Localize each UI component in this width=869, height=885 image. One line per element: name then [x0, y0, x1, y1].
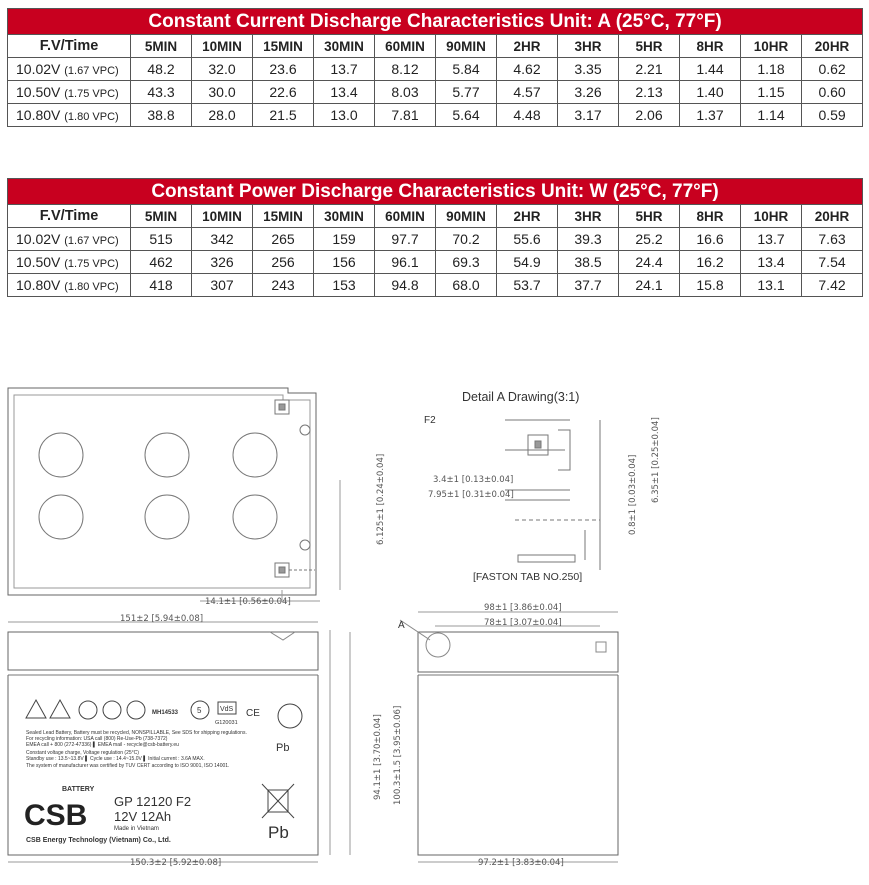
table-cell: 13.1 [741, 274, 802, 297]
table-cell: 8.12 [375, 58, 436, 81]
battery-rating: 12V 12Ah [114, 809, 172, 824]
dim-label: 98±1 [3.86±0.04] [484, 603, 562, 613]
dim-label: 94.1±1 [3.70±0.04] [373, 714, 383, 800]
column-header: 2HR [497, 205, 558, 228]
column-header: 90MIN [436, 35, 497, 58]
fine-print: Sealed Lead Battery, Battery must be recycled, NONSPILLABLE, See SDS for shipping regulations. [26, 730, 247, 736]
table-cell: 342 [192, 228, 253, 251]
table-cell: 2.06 [619, 104, 680, 127]
dim-label: 78±1 [3.07±0.04] [484, 618, 562, 628]
voltage-value: 10.80V [16, 107, 61, 123]
table-cell: 1.18 [741, 58, 802, 81]
table-cell: 1.44 [680, 58, 741, 81]
table-cell: 7.81 [375, 104, 436, 127]
table-cell: 68.0 [436, 274, 497, 297]
voltage-value: 10.50V [16, 84, 61, 100]
vpc-value: (1.75 VPC) [64, 258, 119, 270]
table-cell: 4.48 [497, 104, 558, 127]
column-header: 10MIN [192, 205, 253, 228]
column-header: 15MIN [253, 205, 314, 228]
column-header: 3HR [558, 35, 619, 58]
no-fire-icon [79, 701, 97, 719]
table-cell: 55.6 [497, 228, 558, 251]
table-cell: 94.8 [375, 274, 436, 297]
cell-cap [145, 433, 189, 477]
voltage-value: 10.02V [16, 61, 61, 77]
recycle-icon [278, 704, 302, 728]
column-header: 30MIN [314, 35, 375, 58]
table-cell: 28.0 [192, 104, 253, 127]
cell-cap [233, 433, 277, 477]
dim-label: 97.2±1 [3.83±0.04] [478, 858, 564, 868]
cell-cap [39, 495, 83, 539]
table-cell: 32.0 [192, 58, 253, 81]
table-cell: 5.64 [436, 104, 497, 127]
table-cell: 515 [131, 228, 192, 251]
table-cell: 24.1 [619, 274, 680, 297]
table-cell: 307 [192, 274, 253, 297]
column-header: 8HR [680, 35, 741, 58]
table-cell: 5.84 [436, 58, 497, 81]
recycle-num: 5 [197, 706, 202, 715]
ul-mark: MH14533 [152, 710, 179, 716]
column-header: 5HR [619, 35, 680, 58]
dim-label: 100.3±1.5 [3.95±0.06] [393, 705, 403, 805]
table-cell: 53.7 [497, 274, 558, 297]
dim-label: 7.95±1 [0.31±0.04] [428, 490, 514, 500]
column-header: F.V/Time [8, 35, 131, 58]
origin: Made in Vietnam [114, 826, 159, 832]
pb-small: Pb [276, 742, 290, 754]
column-header: 30MIN [314, 205, 375, 228]
column-header: 90MIN [436, 205, 497, 228]
vpc-value: (1.80 VPC) [64, 111, 119, 123]
vds-label: VdS [220, 706, 234, 713]
column-header: 10MIN [192, 35, 253, 58]
eye-protection-icon [103, 701, 121, 719]
marker-a: A [398, 620, 405, 631]
table-cell: 22.6 [253, 81, 314, 104]
table-cell: 30.0 [192, 81, 253, 104]
detail-title: Detail A Drawing(3:1) [462, 390, 580, 404]
table-cell: 13.4 [741, 251, 802, 274]
column-header: 3HR [558, 205, 619, 228]
vpc-value: (1.67 VPC) [64, 235, 119, 247]
table-cell: 13.4 [314, 81, 375, 104]
current-table-title: Constant Current Discharge Characteristics Unit: A (25°C, 77°F) [8, 9, 863, 35]
table-cell: 23.6 [253, 58, 314, 81]
table-cell: 326 [192, 251, 253, 274]
table-cell: 7.54 [802, 251, 863, 274]
table-cell: 462 [131, 251, 192, 274]
table-cell: 156 [314, 251, 375, 274]
table-cell: 256 [253, 251, 314, 274]
power-table-title: Constant Power Discharge Characteristics Unit: W (25°C, 77°F) [8, 179, 863, 205]
table-cell: 4.62 [497, 58, 558, 81]
faston-label: [FASTON TAB NO.250] [473, 571, 583, 583]
cell-cap [233, 495, 277, 539]
table-cell: 37.7 [558, 274, 619, 297]
dim-label: 0.8±1 [0.03±0.04] [628, 454, 638, 535]
dim-label: 150.3±2 [5.92±0.08] [130, 858, 222, 868]
vpc-value: (1.75 VPC) [64, 88, 119, 100]
fine-print: The system of manufacturer was certified by TUV CERT according to ISO 9001, ISO 14001. [26, 763, 230, 769]
csb-logo: CSB [24, 799, 88, 832]
detail-ref: F2 [424, 415, 436, 426]
table-cell: 8.03 [375, 81, 436, 104]
table-cell: 13.7 [314, 58, 375, 81]
table-cell: 38.5 [558, 251, 619, 274]
warning-icon [50, 700, 70, 718]
dim-label: 6.125±1 [0.24±0.04] [376, 453, 386, 545]
table-cell: 48.2 [131, 58, 192, 81]
table-cell: 13.7 [741, 228, 802, 251]
table-cell: 1.40 [680, 81, 741, 104]
table-cell: 1.14 [741, 104, 802, 127]
side-view [400, 612, 618, 862]
table-cell: 3.17 [558, 104, 619, 127]
table-cell: 265 [253, 228, 314, 251]
table-cell: 54.9 [497, 251, 558, 274]
table-cell: 7.63 [802, 228, 863, 251]
column-header: 60MIN [375, 205, 436, 228]
table-cell: 4.57 [497, 81, 558, 104]
voltage-value: 10.50V [16, 254, 61, 270]
dim-label: 151±2 [5.94±0.08] [120, 614, 204, 624]
table-cell: 1.15 [741, 81, 802, 104]
battery-word: BATTERY [62, 786, 95, 793]
column-header: 20HR [802, 35, 863, 58]
pb-large: Pb [268, 823, 289, 842]
table-cell: 0.62 [802, 58, 863, 81]
table-cell: 0.59 [802, 104, 863, 127]
voltage-value: 10.02V [16, 231, 61, 247]
table-cell: 97.7 [375, 228, 436, 251]
dim-label: 6.35±1 [0.25±0.04] [651, 417, 661, 503]
column-header: 10HR [741, 205, 802, 228]
dim-label: 3.4±1 [0.13±0.04] [433, 475, 514, 485]
table-cell: 0.60 [802, 81, 863, 104]
table-cell: 3.35 [558, 58, 619, 81]
column-header: 15MIN [253, 35, 314, 58]
column-header: 8HR [680, 205, 741, 228]
detail-a-marker [426, 633, 450, 657]
read-manual-icon [127, 701, 145, 719]
table-cell: 39.3 [558, 228, 619, 251]
voltage-value: 10.80V [16, 277, 61, 293]
table-cell: 21.5 [253, 104, 314, 127]
table-cell: 7.42 [802, 274, 863, 297]
table-cell: 38.8 [131, 104, 192, 127]
table-cell: 153 [314, 274, 375, 297]
table-cell: 2.13 [619, 81, 680, 104]
table-cell: 243 [253, 274, 314, 297]
table-cell: 16.6 [680, 228, 741, 251]
table-cell: 3.26 [558, 81, 619, 104]
table-cell: 1.37 [680, 104, 741, 127]
table-cell: 25.2 [619, 228, 680, 251]
detail-a-drawing [505, 420, 600, 570]
cell-cap [39, 433, 83, 477]
column-header: 5MIN [131, 205, 192, 228]
model-number: GP 12120 F2 [114, 794, 192, 809]
company-name: CSB Energy Technology (Vietnam) Co., Ltd. [26, 837, 171, 844]
table-cell: 15.8 [680, 274, 741, 297]
fine-print: Standby use : 13.5~13.8V ▌ Cycle use : 14.4~15.0V ▌ Initial current : 3.6A MAX. [26, 756, 205, 762]
fine-print: EMEA call + 800 (272-47336) ▌ EMEA mail - recycle@csb-battery.eu [26, 742, 179, 748]
fine-print: Constant voltage charge, Voltage regulation (25°C) [26, 750, 139, 756]
table-cell: 2.21 [619, 58, 680, 81]
fine-print: For recycling information: USA call (800) Re-Use-Pb (738-7372) [26, 736, 168, 742]
table-cell: 5.77 [436, 81, 497, 104]
cert-no: G120031 [215, 720, 238, 726]
column-header: 10HR [741, 35, 802, 58]
table-cell: 69.3 [436, 251, 497, 274]
table-cell: 13.0 [314, 104, 375, 127]
column-header: 60MIN [375, 35, 436, 58]
column-header: 2HR [497, 35, 558, 58]
column-header: 20HR [802, 205, 863, 228]
ce-mark: CE [246, 708, 260, 719]
table-cell: 70.2 [436, 228, 497, 251]
table-cell: 96.1 [375, 251, 436, 274]
column-header: F.V/Time [8, 205, 131, 228]
table-cell: 418 [131, 274, 192, 297]
dim-label: 14.1±1 [0.56±0.04] [205, 597, 291, 607]
table-cell: 16.2 [680, 251, 741, 274]
vpc-value: (1.80 VPC) [64, 281, 119, 293]
top-view [8, 388, 340, 601]
column-header: 5MIN [131, 35, 192, 58]
warning-icon [26, 700, 46, 718]
table-cell: 24.4 [619, 251, 680, 274]
cell-cap [145, 495, 189, 539]
table-cell: 43.3 [131, 81, 192, 104]
table-cell: 159 [314, 228, 375, 251]
column-header: 5HR [619, 205, 680, 228]
vpc-value: (1.67 VPC) [64, 65, 119, 77]
